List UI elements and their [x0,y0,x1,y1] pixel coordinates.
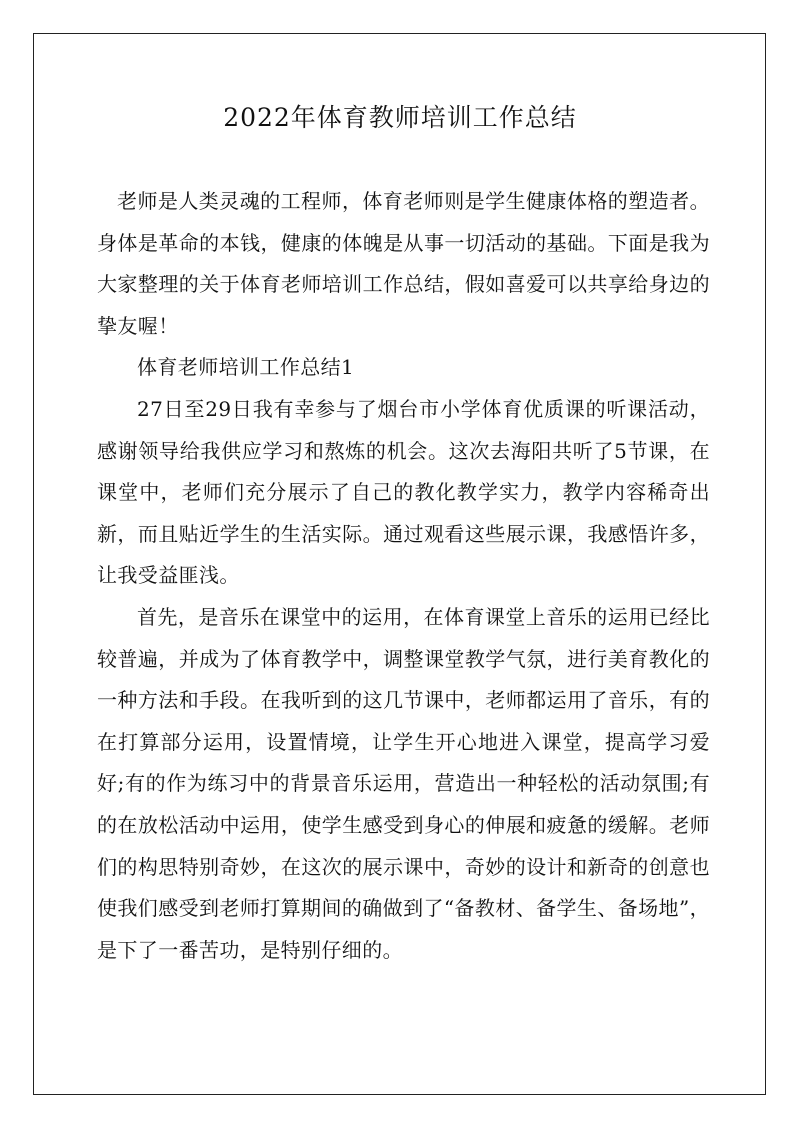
document-title: 2022年体育教师培训工作总结 [223,103,577,132]
body-paragraph: 27日至29日我有幸参与了烟台市小学体育优质课的听课活动，感谢领导给我供应学习和熬炼的机会。这次去海阳共听了5节课，在课堂中，老师们充分展示了自己的教化教学实力，教学内容稀奇出新，而且贴近学生的生活实际。通过观看这些展示课，我感悟许多，让我受益匪浅。 [97,396,710,588]
document-body [97,181,710,971]
body-paragraph: 首先，是音乐在课堂中的运用，在体育课堂上音乐的运用已经比较普遍，并成为了体育教学中，调整课堂教学气氛，进行美育教化的一种方法和手段。在我听到的这几节课中，老师都运用了音乐，有的在打算部分运用，设置情境，让学生开心地进入课堂，提高学习爱好;有的作为练习中的背景音乐运用，营造出一种轻松的活动氛围;有的在放松活动中运用，使学生感受到身心的伸展和疲惫的缓解。老师们的构思特别奇妙，在这次的展示课中，奇妙的设计和新奇的创意也使我们感受到老师打算期间的确做到了“备教材、备学生、备场地”，是下了一番苦功，是特别仔细的。 [97,604,710,962]
intro-paragraph: 老师是人类灵魂的工程师，体育老师则是学生健康体格的塑造者。身体是革命的本钱，健康的体魄是从事一切活动的基础。下面是我为大家整理的关于体育老师培训工作总结，假如喜爱可以共享给身边的挚友喔！ [97,189,710,338]
section-heading: 体育老师培训工作总结1 [137,355,355,380]
